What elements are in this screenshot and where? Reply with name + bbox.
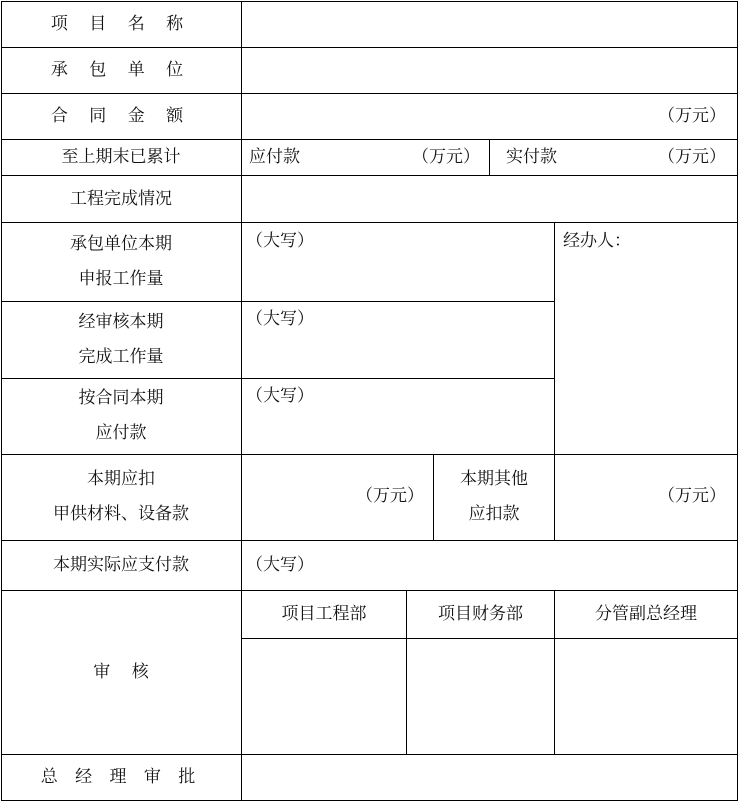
deduct-unit: （万元） [356,486,424,506]
rule [1,175,738,176]
rule [1,454,738,455]
payable-unit: （万元） [412,147,480,167]
payable-label: 应付款 [249,147,300,167]
rule [1,93,738,94]
gm-approval-label: 总 经 理 审 批 [40,767,202,787]
rule [1,378,555,379]
paid-unit: （万元） [658,147,726,167]
audited-work-value: （大写） [246,309,314,329]
handler-label: 经办人： [563,231,631,251]
other-deduct-unit: （万元） [658,486,726,506]
audited-work-label-2: 完成工作量 [78,347,164,367]
actual-payment-value: （大写） [246,555,314,575]
reported-work-value: （大写） [246,231,314,251]
rule [241,1,242,801]
rule [433,454,434,541]
contract-amount-unit: （万元） [658,106,726,126]
deduct-label-1: 本期应扣 [87,469,155,489]
contract-payable-label-2: 应付款 [95,423,147,443]
rule [1,540,738,541]
dept-engineering: 项目工程部 [281,604,367,624]
deduct-label-2: 甲供材料、设备款 [53,504,189,524]
rule [554,454,555,541]
rule [1,47,738,48]
other-deduct-label-1: 本期其他 [460,469,528,489]
audited-work-label-1: 经审核本期 [78,312,164,332]
rule [1,222,738,223]
review-label: 审 核 [93,662,149,682]
contract-amount-label: 合 同 金 额 [50,106,192,126]
contractor-label: 承 包 单 位 [50,60,192,80]
rule [489,139,490,176]
rule [554,222,555,455]
rule [1,590,738,591]
reported-work-label-1: 承包单位本期 [70,234,172,254]
reported-work-label-2: 申报工作量 [78,269,164,289]
rule [1,301,555,302]
contract-payable-value: （大写） [246,386,314,406]
deputy-gm: 分管副总经理 [595,604,697,624]
rule [1,1,738,2]
dept-finance: 项目财务部 [438,604,523,624]
rule [1,139,738,140]
rule [1,800,738,801]
project-name-label: 项 目 名 称 [50,14,192,34]
cumulative-label: 至上期末已累计 [61,147,181,167]
rule [241,638,738,639]
paid-label: 实付款 [506,147,557,167]
rule [737,1,738,801]
progress-label: 工程完成情况 [70,189,172,209]
contract-payable-label-1: 按合同本期 [78,388,164,408]
rule [1,754,738,755]
actual-payment-label: 本期实际应支付款 [53,555,189,575]
other-deduct-label-2: 应扣款 [468,504,520,524]
